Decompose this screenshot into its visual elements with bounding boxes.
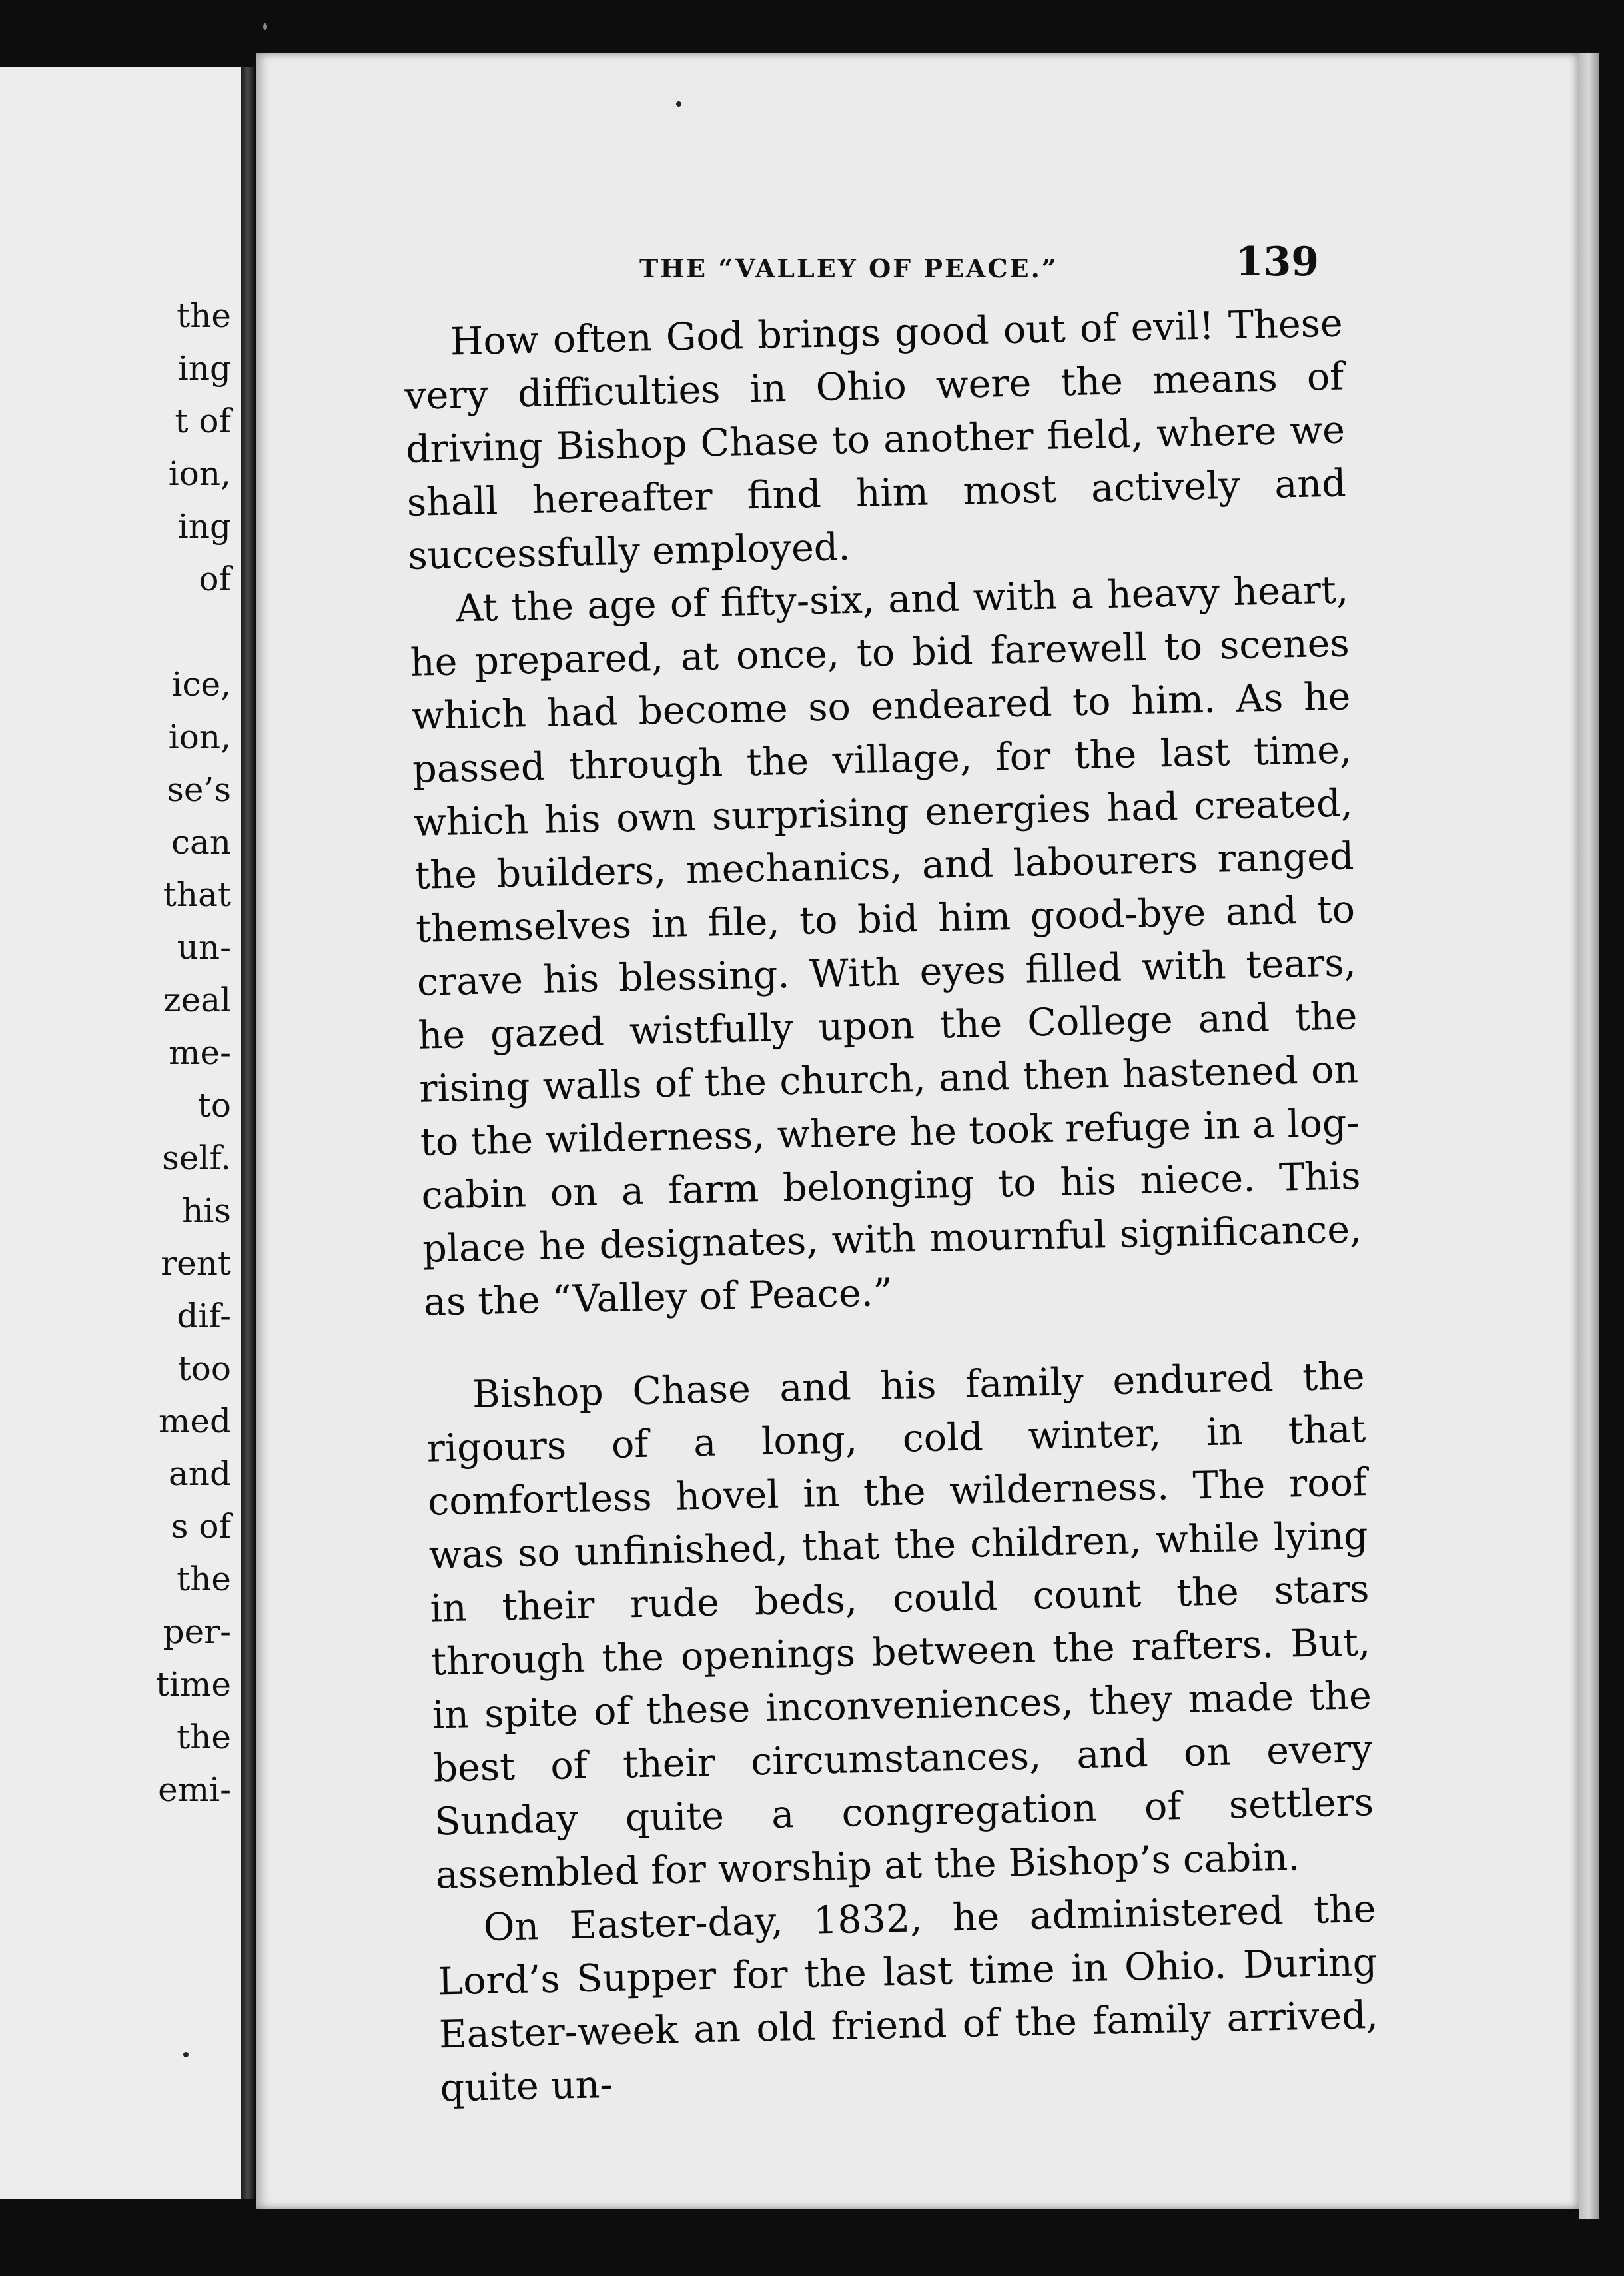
facing-page-line: ion, <box>168 718 231 756</box>
page-body <box>403 296 1380 2115</box>
print-speck <box>263 23 267 30</box>
print-speck <box>183 2052 189 2057</box>
facing-page-line: the <box>177 296 231 335</box>
book-gutter <box>241 67 254 2199</box>
facing-page-line: s of <box>171 1507 231 1546</box>
facing-page-line: zeal <box>163 981 231 1019</box>
facing-page-line: and <box>168 1454 231 1493</box>
paragraph-4: On Easter-day, 1832, he administered the Lord’s Supper for the last time in Ohio. During Easter-week an old friend of the family arrived, quite un- <box>437 1886 1379 2111</box>
facing-page-line: un- <box>177 928 231 967</box>
book-page <box>256 53 1579 2209</box>
facing-page-line: se’s <box>167 770 231 809</box>
facing-page-line: t of <box>175 402 231 440</box>
paragraph-2: At the age of fifty-six, and with a heavy heart, he prepared, at once, to bid farewell to scenes which had become so endeared to him. As he passed through the village, for the last time, which his own surprising energies had created, the builders, mechanics, and labourers ranged themselves in file, to bid him good-bye and to crave his blessing. With eyes filled with tears, he gazed wistfully upon the College and the rising walls of the church, and then hastened on to the wilderness, where he took refuge in a log-cabin on a farm belonging to his niece. This place he designates, with mournful significance, as the “Valley of Peace.” <box>410 568 1362 1325</box>
facing-page-line: ing <box>177 349 231 388</box>
facing-page-line: dif- <box>177 1297 231 1335</box>
facing-page-line: me- <box>169 1033 231 1072</box>
facing-page-line: emi- <box>158 1770 231 1809</box>
facing-page-line: his <box>182 1191 231 1230</box>
page-number: 139 <box>1235 239 1319 285</box>
paragraph-1: How often God brings good out of evil! These very difficulties in Ohio were the means of driving Bishop Chase to another field, where we shall hereafter find him most actively and successfully employed. <box>404 301 1347 578</box>
facing-page-line: too <box>177 1349 231 1388</box>
running-title: THE “VALLEY OF PEACE.” <box>639 253 1058 283</box>
facing-page-line: rent <box>161 1244 231 1283</box>
facing-page-line: to <box>197 1086 231 1125</box>
facing-page-line: of <box>199 560 231 598</box>
page-header <box>256 187 1579 285</box>
facing-page-line: the <box>177 1560 231 1598</box>
facing-page <box>0 67 254 2199</box>
facing-page-line: time <box>155 1665 231 1704</box>
facing-page-line: ice, <box>171 665 231 704</box>
page-edge <box>1579 53 1599 2219</box>
facing-page-line: the <box>177 1718 231 1756</box>
facing-page-line: med <box>158 1402 231 1440</box>
facing-page-line: can <box>171 823 231 861</box>
paragraph-3: Bishop Chase and his family endured the rigours of a long, cold winter, in that comfortless hovel in the wilderness. The roof was so unfinished, that the children, while lying in their rude beds, could count the stars through the openings between the rafters. But, in spite of these inconveniences, they made the best of their circumstances, and on every Sunday quite a congregation of settlers assembled for worship at the Bishop’s cabin. <box>426 1354 1374 1898</box>
facing-page-line: per- <box>163 1612 231 1651</box>
print-speck <box>676 101 681 107</box>
facing-page-line: ing <box>177 507 231 546</box>
facing-page-line: ion, <box>168 454 231 493</box>
facing-page-line: self. <box>162 1139 231 1177</box>
facing-page-line: that <box>163 875 231 914</box>
